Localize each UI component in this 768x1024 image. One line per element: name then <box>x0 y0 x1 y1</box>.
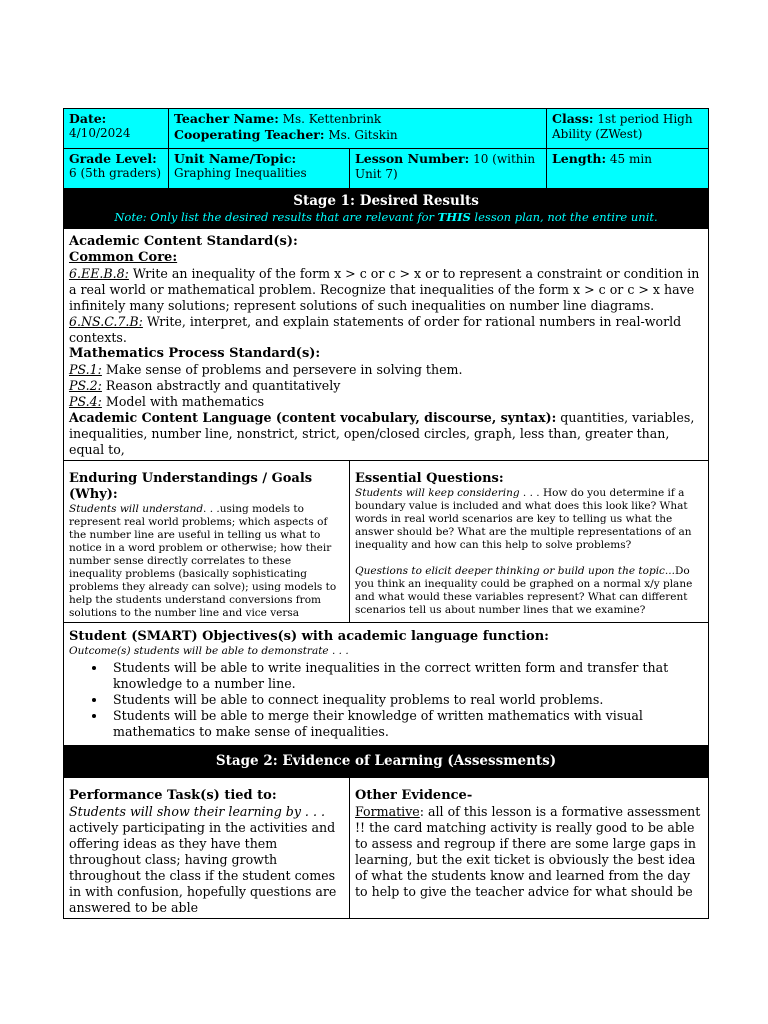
questions-lead-2: Questions to elicit deeper thinking or build upon the topic... <box>355 565 675 577</box>
teacher-label: Teacher Name: <box>174 111 279 126</box>
understandings-body <box>69 503 344 620</box>
understandings-row <box>64 461 709 623</box>
process-standard-4-text: Model with mathematics <box>101 394 265 409</box>
length-value: 45 min <box>609 152 652 166</box>
questions-spacer <box>355 552 703 565</box>
length-label: Length: <box>552 151 607 166</box>
standard-6ns-text: Write, interpret, and explain statements of order for rational numbers in real-world contexts. <box>69 314 682 345</box>
understandings-cell <box>64 461 350 623</box>
standards-cell <box>64 229 709 461</box>
date-value: 4/10/2024 <box>69 126 131 140</box>
grade-value: 6 (5th graders) <box>69 166 162 180</box>
assessments-row <box>64 778 709 919</box>
evidence-heading: Other Evidence- <box>355 788 473 803</box>
understandings-text: using models to represent real world problems; which aspects of the number line are useful in telling us what to notice in a word problem or otherwise; how their number sense directly correlates to these inequality problems (basically sophisticating problems they already can solve); using models to help the students understand conversions from solutions to the number line and vice versa <box>69 503 337 619</box>
standards-row <box>64 229 709 461</box>
class-label: Class: <box>552 111 594 126</box>
objectives-lead: Outcome(s) students will be able to demonstrate . . . <box>69 645 349 657</box>
lesson-label: Lesson Number: <box>355 151 470 166</box>
unit-value: Graphing Inequalities <box>174 166 307 180</box>
lesson-value: 10 (within Unit 7) <box>355 152 536 181</box>
coop-teacher-name: Ms. Gitskin <box>328 128 398 142</box>
teacher-cell <box>169 109 547 149</box>
stage2-band <box>64 746 709 778</box>
questions-body-2 <box>355 565 703 617</box>
date-label: Date: <box>69 111 107 126</box>
stage1-band-row <box>64 189 709 229</box>
performance-cell <box>64 778 350 919</box>
header-row-2 <box>64 149 709 189</box>
questions-body-1 <box>355 487 703 552</box>
questions-heading: Essential Questions: <box>355 471 504 486</box>
stage1-note-c: lesson plan, not the entire unit. <box>470 210 658 224</box>
date-cell <box>64 109 169 149</box>
academic-language-heading: Academic Content Language (content vocabulary, discourse, syntax): <box>69 410 557 425</box>
stage1-note <box>69 210 703 224</box>
stage1-band <box>64 189 709 229</box>
standard-6ee <box>69 266 703 314</box>
evidence-cell <box>350 778 709 919</box>
standard-6ns-code: 6.NS.C.7.B: <box>69 314 143 329</box>
academic-language-text: quantities, variables, inequalities, number line, nonstrict, strict, open/closed circles, graph, less than, greater than, equal to, <box>69 410 695 457</box>
length-cell <box>547 149 709 189</box>
standard-6ee-text: Write an inequality of the form x > c or c > x or to represent a constraint or condition in a real world or mathematical problem. Recognize that inequalities of the form x > c or c > x have infinitely many solutions; represent solutions of such inequalities on number line diagrams. <box>69 266 700 313</box>
header-row-1 <box>64 109 709 149</box>
questions-text-2: Do you think an inequality could be graphed on a normal x/y plane and what would these variables represent? What can different scenarios tell us about number lines that we examine? <box>355 565 693 616</box>
standard-6ns <box>69 314 703 346</box>
standard-6ee-code: 6.EE.B.8: <box>69 266 129 281</box>
academic-language <box>69 410 703 458</box>
process-standard-1-code: PS.1: <box>69 362 102 377</box>
process-standard-2-code: PS.2: <box>69 378 102 393</box>
class-cell <box>547 109 709 149</box>
process-standard-1-text: Make sense of problems and persevere in solving them. <box>101 362 463 377</box>
objective-item: • Students will be able to merge their knowledge of written mathematics with visual mathematics to make sense of inequalities. <box>107 708 703 740</box>
performance-lead: Students will show their learning by . . . <box>69 804 325 819</box>
process-standards-heading: Mathematics Process Standard(s): <box>69 346 321 361</box>
objectives-row <box>64 623 709 746</box>
unit-label: Unit Name/Topic: <box>174 151 297 166</box>
class-value: 1st period High Ability (ZWest) <box>552 112 693 141</box>
lesson-cell <box>350 149 547 189</box>
objective-item: • Students will be able to write inequalities in the correct written form and transfer that knowledge to a number line. <box>107 660 703 692</box>
objectives-list <box>69 660 703 740</box>
lesson-plan-table <box>63 108 709 919</box>
unit-cell <box>169 149 350 189</box>
process-standard-2-text: Reason abstractly and quantitatively <box>101 378 341 393</box>
performance-heading: Performance Task(s) tied to: <box>69 788 277 803</box>
process-standard-4 <box>69 394 703 410</box>
process-standard-1 <box>69 362 703 378</box>
formative-label: Formative <box>355 804 420 819</box>
performance-text: actively participating in the activities and offering ideas as they have them throughout class; having growth throughout the class if the student comes in with confusion, hopefully questions are answered to be able <box>69 820 337 915</box>
evidence-body <box>355 804 703 900</box>
common-core-heading: Common Core: <box>69 250 178 265</box>
process-standard-2 <box>69 378 703 394</box>
understandings-lead: Students will understand. . . <box>69 503 220 515</box>
coop-teacher-label: Cooperating Teacher: <box>174 127 325 142</box>
questions-lead-1: Students will keep considering <box>355 487 520 499</box>
evidence-text: : all of this lesson is a formative assessment !! the card matching activity is really good to be able to assess and regroup if there are some large gaps in learning, but the exit ticket is obviously the best idea of what the students know and learned from the day to help to give the teacher advice for what should be <box>355 804 701 899</box>
stage1-note-emphasis: THIS <box>437 210 471 224</box>
teacher-name: Ms. Kettenbrink <box>282 112 382 126</box>
grade-cell <box>64 149 169 189</box>
standards-heading: Academic Content Standard(s): <box>69 234 298 249</box>
questions-cell <box>350 461 709 623</box>
questions-text-1: . . . How do you determine if a boundary value is included and what does this look like? What words in real world scenarios are key to telling us what the answer should be? What are the multiple representations of an inequality and how can this help to solve problems? <box>355 487 692 551</box>
objectives-heading: Student (SMART) Objectives(s) with academic language function: <box>69 629 549 644</box>
objective-item: • Students will be able to connect inequality problems to real world problems. <box>107 692 703 708</box>
grade-label: Grade Level: <box>69 151 157 166</box>
stage2-title: Stage 2: Evidence of Learning (Assessments) <box>215 753 557 769</box>
understandings-heading: Enduring Understandings / Goals (Why): <box>69 471 313 502</box>
stage1-title: Stage 1: Desired Results <box>293 193 479 209</box>
stage1-note-a: Note: Only list the desired results that are relevant for <box>114 210 438 224</box>
process-standard-4-code: PS.4: <box>69 394 102 409</box>
stage2-band-row <box>64 746 709 778</box>
objectives-cell <box>64 623 709 746</box>
